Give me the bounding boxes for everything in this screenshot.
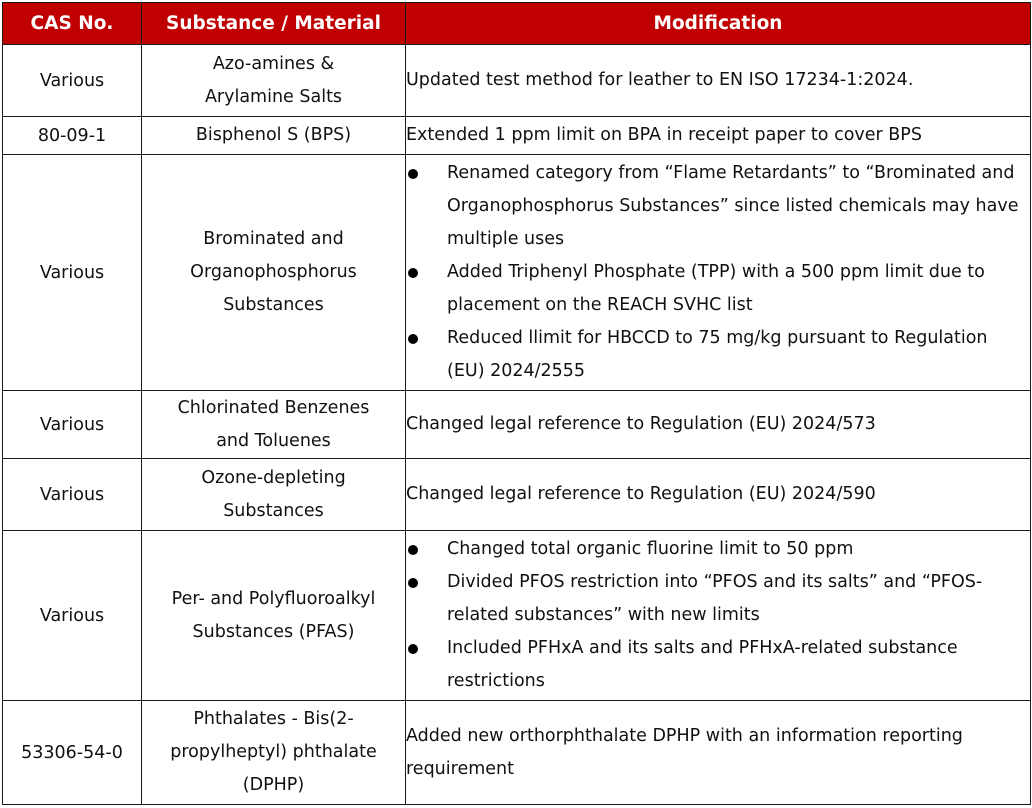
table-row	[3, 391, 1031, 459]
bullet-icon	[408, 169, 418, 179]
substance-text: Chlorinated Benzenes and Toluenes	[177, 397, 370, 451]
modification-list	[406, 533, 1030, 698]
cas-cell: Various	[3, 155, 142, 391]
modification-cell: Extended 1 ppm limit on BPA in receipt paper to cover BPS	[406, 117, 1031, 155]
cas-cell: 80-09-1	[3, 117, 142, 155]
table-row	[3, 155, 1031, 391]
bullet-icon	[408, 578, 418, 588]
list-item-text: Divided PFOS restriction into “PFOS and its salts” and “PFOS-related substances” with new limits	[447, 572, 983, 625]
substance-text: Phthalates - Bis(2-propylheptyl) phthalate (DPHP)	[170, 709, 377, 795]
bullet-icon	[408, 334, 418, 344]
substance-cell	[142, 531, 406, 701]
list-item-text: Reduced llimit for HBCCD to 75 mg/kg pursuant to Regulation (EU) 2024/2555	[447, 328, 988, 381]
substance-cell: Bisphenol S (BPS)	[142, 117, 406, 155]
list-item	[406, 157, 1030, 256]
substance-cell	[142, 701, 406, 805]
cas-cell: 53306-54-0	[3, 701, 142, 805]
list-item-text: Added Triphenyl Phosphate (TPP) with a 500 ppm limit due to placement on the REACH SVHC list	[447, 262, 985, 315]
modification-cell	[406, 531, 1031, 701]
cas-cell: Various	[3, 531, 142, 701]
modification-list	[406, 157, 1030, 388]
list-item	[406, 322, 1030, 388]
cas-cell: Various	[3, 391, 142, 459]
cas-cell: Various	[3, 45, 142, 117]
list-item-text: Renamed category from “Flame Retardants” to “Brominated and Organophosphorus Substances” since listed chemicals may have multiple uses	[447, 163, 1019, 249]
substance-cell	[142, 45, 406, 117]
table-row	[3, 459, 1031, 531]
header-modification: Modification	[406, 3, 1031, 45]
list-item	[406, 632, 1030, 698]
cas-cell: Various	[3, 459, 142, 531]
list-item-text: Included PFHxA and its salts and PFHxA-related substance restrictions	[447, 638, 958, 691]
modification-cell: Added new orthorphthalate DPHP with an information reporting requirement	[406, 701, 1031, 805]
modification-cell	[406, 155, 1031, 391]
table-row	[3, 117, 1031, 155]
header-cas: CAS No.	[3, 3, 142, 45]
table-row	[3, 701, 1031, 805]
bullet-icon	[408, 644, 418, 654]
modification-cell: Changed legal reference to Regulation (EU) 2024/573	[406, 391, 1031, 459]
substance-cell	[142, 155, 406, 391]
substance-cell	[142, 459, 406, 531]
substance-text: Brominated and Organophosphorus Substances	[190, 229, 357, 315]
substance-text: Azo-amines & Arylamine Salts	[204, 53, 343, 107]
header-substance: Substance / Material	[142, 3, 406, 45]
bullet-icon	[408, 268, 418, 278]
list-item-text: Changed total organic fluorine limit to 50 ppm	[447, 539, 854, 559]
list-item	[406, 533, 1030, 566]
list-item	[406, 566, 1030, 632]
modifications-table	[2, 2, 1031, 805]
modification-cell: Updated test method for leather to EN ISO 17234-1:2024.	[406, 45, 1031, 117]
table-row	[3, 531, 1031, 701]
substance-text: Ozone-depleting Substances	[201, 467, 346, 521]
substance-cell	[142, 391, 406, 459]
substance-text: Per- and Polyfluoroalkyl Substances (PFAS)	[171, 588, 376, 642]
modification-cell: Changed legal reference to Regulation (EU) 2024/590	[406, 459, 1031, 531]
list-item	[406, 256, 1030, 322]
table-row	[3, 45, 1031, 117]
header-row	[3, 3, 1031, 45]
bullet-icon	[408, 545, 418, 555]
